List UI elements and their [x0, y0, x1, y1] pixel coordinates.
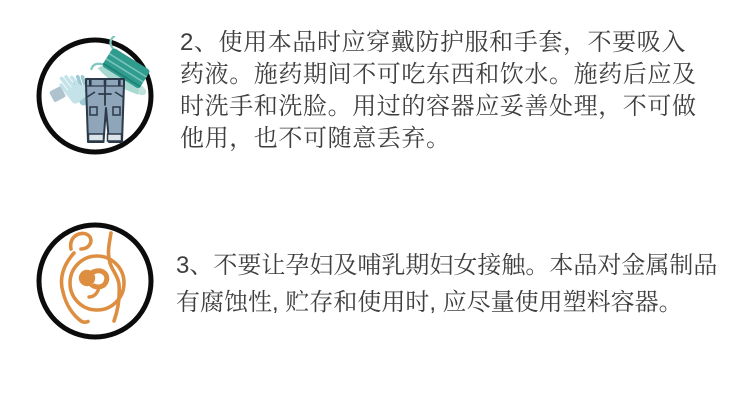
instruction-line: 3、不要让孕妇及哺乳期妇女接触。本品对金属制品 [176, 252, 718, 279]
instruction-line: 他用，也不可随意丢弃。 [180, 125, 451, 152]
protective-clothing-icon [35, 36, 155, 156]
protective-clothing-icon-wrap [35, 36, 155, 156]
instruction-text-2 [180, 27, 697, 155]
instruction-line: 药液。施药期间不可吃东西和饮水。施药后应及 [180, 61, 697, 88]
instruction-line: 2、使用本品时应穿戴防护服和手套，不要吸入 [180, 29, 686, 56]
pregnant-woman-icon [35, 221, 155, 341]
instruction-line: 时洗手和洗脸。用过的容器应妥善处理，不可做 [180, 93, 697, 120]
icon-circle-outline [39, 225, 151, 337]
instruction-line: 有腐蚀性, 贮存和使用时, 应尽量使用塑料容器。 [176, 289, 683, 316]
protective-trousers-icon [86, 79, 124, 142]
instruction-text-3 [176, 247, 717, 321]
pregnant-woman-icon-wrap [35, 221, 155, 341]
